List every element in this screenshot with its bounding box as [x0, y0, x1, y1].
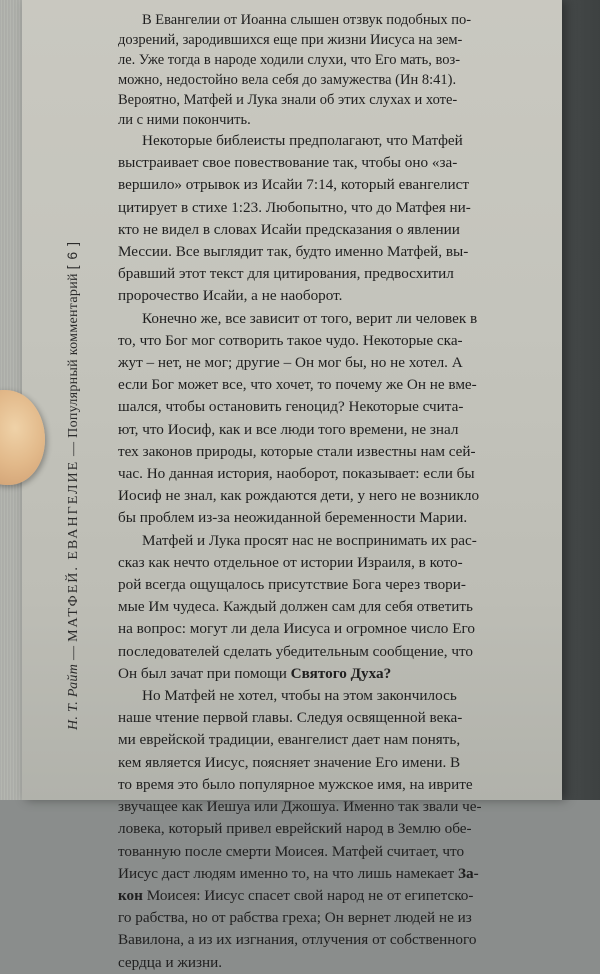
- text-line: Вероятно, Матфей и Лука знали об этих слухах и хоте-: [118, 92, 458, 108]
- text-line: Он был зачат при помощи Святого Духа?: [118, 664, 392, 682]
- text-line: жут – нет, не мог; другие – Он мог бы, но не хотел. А: [118, 354, 463, 372]
- bold-term: Святого Духа?: [290, 664, 392, 682]
- text-line: то время это было популярное мужское имя, на иврите: [118, 775, 473, 793]
- text-line: час. Но данная история, наоборот, показывает: если бы: [118, 465, 475, 483]
- text-line: Но Матфей не хотел, чтобы на этом закончилось: [142, 687, 457, 705]
- text-line: цитирует в стихе 1:23. Любопытно, что до Матфея ни-: [118, 198, 471, 216]
- text-line: В Евангелии от Иоанна слышен отзвук подобных по-: [142, 12, 472, 28]
- text-line: мые Им чудеса. Каждый должен сам для себя ответить: [118, 598, 473, 616]
- text-line: ли с ними покончить.: [118, 112, 251, 128]
- paragraph-1: [118, 10, 516, 130]
- text-line: ми еврейской традиции, евангелист дает нам понять,: [118, 731, 461, 749]
- text-line: вершило» отрывок из Исайи 7:14, который евангелист: [118, 176, 470, 194]
- text-line: последователей сделать убедительным сообщение, что: [118, 642, 474, 660]
- text-line: сердца и жизни.: [118, 953, 223, 971]
- text-line: бравший этот текст для цитирования, предвосхитил: [118, 265, 454, 283]
- text-line: Вавилона, а из их изгнания, отлучения от собственного: [118, 931, 477, 949]
- bold-term: кон: [118, 886, 143, 904]
- running-header: Н. Т. Райт — МАТФЕЙ. ЕВАНГЕЛИЕ — Популярный комментарий [ 6 ]: [64, 241, 81, 730]
- header-author: Н. Т. Райт: [66, 663, 81, 730]
- text-line: Иисус даст людям именно то, на что лишь намекает За-: [118, 864, 479, 882]
- text-line: пророчество Исайи, а не наоборот.: [118, 287, 343, 305]
- text-line: ле. Уже тогда в народе ходили слухи, что Его мать, воз-: [118, 52, 461, 68]
- page-text: [118, 10, 516, 974]
- text-line: на вопрос: могут ли дела Иисуса и огромное число Его: [118, 620, 475, 638]
- bold-term: За-: [457, 864, 479, 882]
- text-line: сказ как нечто отдельное от истории Израиля, в кото-: [118, 553, 463, 571]
- text-line: ловека, который привел еврейский народ в Землю обе-: [118, 820, 472, 838]
- text-line: выстраивает свое повествование так, чтобы оно «за-: [118, 154, 458, 172]
- text-line: кон Моисея: Иисус спасет свой народ не от египетско-: [118, 886, 474, 904]
- text-line: ют, что Иосиф, как и все люди того времени, не знал: [118, 420, 459, 438]
- paragraph-3: [118, 308, 516, 530]
- paragraph-2: [118, 130, 516, 308]
- text-line: дозрений, зародившихся еще при жизни Иисуса на зем-: [118, 32, 463, 48]
- text-line: звучащее как Иешуа или Джошуа. Именно так звали че-: [118, 798, 482, 816]
- text-line: го рабства, но от рабства греха; Он вернет людей не из: [118, 909, 472, 927]
- text-line: тованную после смерти Моисея. Матфей считает, что: [118, 842, 465, 860]
- paragraph-4: [118, 530, 516, 685]
- text-line: можно, недостойно вела себя до замужества (Ин 8:41).: [118, 72, 457, 88]
- text-line: Иосиф не знал, как рождаются дети, у него не возникло: [118, 487, 480, 505]
- text-line: то, что Бог мог сотворить такое чудо. Некоторые ска-: [118, 331, 463, 349]
- text-line: наше чтение первой главы. Следуя освященной века-: [118, 709, 463, 727]
- header-book-title: МАТФЕЙ. ЕВАНГЕЛИЕ: [66, 459, 81, 642]
- text-line: если Бог может все, что хочет, то почему же Он не вме-: [118, 376, 477, 394]
- text-line: шался, чтобы остановить геноцид? Некоторые счита-: [118, 398, 464, 416]
- text-line: Мессии. Все выглядит так, будто именно Матфей, вы-: [118, 243, 469, 261]
- text-line: рой всегда ощущалось присутствие Бога через твори-: [118, 576, 466, 594]
- text-line: тех законов природы, которые стали известны нам сей-: [118, 442, 476, 460]
- text-line: Матфей и Лука просят нас не воспринимать их рас-: [142, 531, 477, 549]
- text-line: бы проблем из-за неожиданной беременности Марии.: [118, 509, 468, 527]
- header-subtitle: Популярный комментарий: [66, 273, 81, 438]
- text-line: кто не видел в словах Исайи предсказания о явлении: [118, 220, 460, 238]
- text-line: кем является Иисус, поясняет значение Его имени. В: [118, 753, 461, 771]
- page-number: [ 6 ]: [64, 241, 80, 270]
- text-line: Конечно же, все зависит от того, верит ли человек в: [142, 309, 478, 327]
- paragraph-5: [118, 685, 516, 974]
- text-line: Некоторые библеисты предполагают, что Матфей: [142, 132, 463, 149]
